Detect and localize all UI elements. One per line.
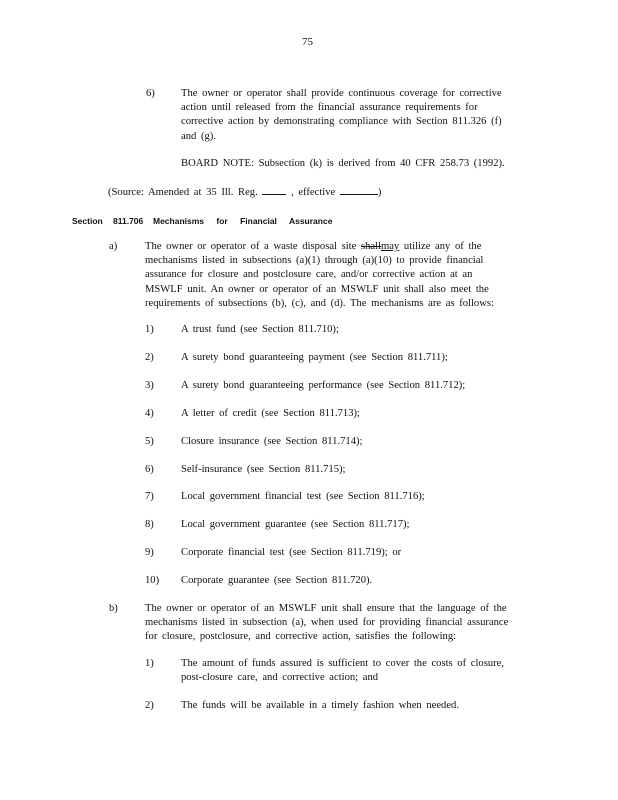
subsection-a-label: a) bbox=[109, 241, 118, 252]
mechanism-number: 10) bbox=[145, 575, 160, 586]
source-note bbox=[108, 185, 381, 200]
board-note: BOARD NOTE: Subsection (k) is derived from 40 CFR 258.73 (1992). bbox=[181, 158, 505, 169]
requirement-line: The amount of funds assured is sufficient to cover the costs of closure, bbox=[181, 658, 505, 669]
mechanism-text: Local government financial test (see Section 811.716); bbox=[181, 491, 425, 502]
requirement-text bbox=[181, 657, 504, 685]
mechanism-number: 9) bbox=[145, 547, 154, 558]
mechanism-text: A surety bond guaranteeing performance (see Section 811.712); bbox=[181, 380, 466, 391]
mechanism-text: A letter of credit (see Section 811.713); bbox=[181, 408, 360, 419]
subsection-b-line-2: mechanisms listed in subsection (a), when used for providing financial assurance bbox=[145, 617, 509, 629]
mechanism-number: 5) bbox=[145, 436, 154, 447]
mechanism-text: Closure insurance (see Section 811.714); bbox=[181, 436, 363, 447]
item-6-text bbox=[181, 87, 502, 144]
inserted-word: may bbox=[381, 241, 400, 252]
mechanism-number: 4) bbox=[145, 408, 154, 419]
item-6-line-4: and (g). bbox=[181, 130, 216, 142]
mechanism-number: 3) bbox=[145, 380, 154, 391]
item-6-line-3: corrective action by demonstrating compliance with Section 811.326 (f) bbox=[181, 116, 502, 128]
requirement-number: 2) bbox=[145, 700, 154, 711]
page-number: 75 bbox=[302, 36, 313, 48]
struck-word: shall bbox=[361, 241, 382, 252]
section-label: Section bbox=[72, 216, 103, 226]
requirement-line: The funds will be available in a timely fashion when needed. bbox=[181, 700, 459, 711]
mechanism-number: 1) bbox=[145, 324, 154, 335]
subsection-b-text bbox=[145, 602, 508, 645]
subsection-a-text bbox=[145, 240, 494, 311]
requirement-number: 1) bbox=[145, 658, 154, 669]
reg-blank bbox=[262, 185, 286, 195]
subsection-a-line-2: mechanisms listed in subsections (a)(1) through (a)(10) to provide financial bbox=[145, 255, 484, 267]
subsection-a-line-5: requirements of subsections (b), (c), and (d). The mechanisms are as follows: bbox=[145, 297, 494, 309]
subsection-a-line-1: The owner or operator of a waste disposal site shallmay utilize any of the bbox=[145, 241, 482, 252]
mechanism-text: Corporate guarantee (see Section 811.720). bbox=[181, 575, 373, 586]
mechanism-text: Corporate financial test (see Section 811.719); or bbox=[181, 547, 402, 558]
source-prefix: (Source: Amended at 35 Ill. Reg. bbox=[108, 187, 258, 198]
subsection-b-line-3: for closure, postclosure, and corrective action, satisfies the following: bbox=[145, 631, 457, 643]
section-number: 811.706 bbox=[113, 216, 144, 226]
mechanism-number: 2) bbox=[145, 352, 154, 363]
item-6-line-1: The owner or operator shall provide continuous coverage for corrective bbox=[181, 88, 502, 99]
mechanism-number: 7) bbox=[145, 491, 154, 502]
mechanism-text: A trust fund (see Section 811.710); bbox=[181, 324, 339, 335]
subsection-a-line-4: MSWLF unit. An owner or operator of an MSWLF unit shall also meet the bbox=[145, 283, 489, 295]
subsection-b-label: b) bbox=[109, 603, 118, 614]
subsection-b-line-1: The owner or operator of an MSWLF unit shall ensure that the language of the bbox=[145, 603, 507, 614]
mechanism-number: 8) bbox=[145, 519, 154, 530]
subsection-a-line-3: assurance for closure and postclosure care, and/or corrective action at an bbox=[145, 269, 473, 281]
source-suffix: ) bbox=[377, 187, 382, 198]
item-6-line-2: action until released from the financial assurance requirements for bbox=[181, 102, 478, 114]
requirement-text bbox=[181, 699, 459, 713]
item-6-number: 6) bbox=[146, 88, 155, 99]
requirement-line: post-closure care, and corrective action; and bbox=[181, 672, 379, 684]
effective-date-blank bbox=[340, 185, 378, 195]
source-middle: , effective bbox=[291, 187, 336, 198]
mechanism-text: Local government guarantee (see Section 811.717); bbox=[181, 519, 410, 530]
mechanism-text: A surety bond guaranteeing payment (see Section 811.711); bbox=[181, 352, 448, 363]
section-title: Mechanisms for Financial Assurance bbox=[153, 216, 333, 226]
mechanism-number: 6) bbox=[145, 464, 154, 475]
mechanism-text: Self-insurance (see Section 811.715); bbox=[181, 464, 346, 475]
